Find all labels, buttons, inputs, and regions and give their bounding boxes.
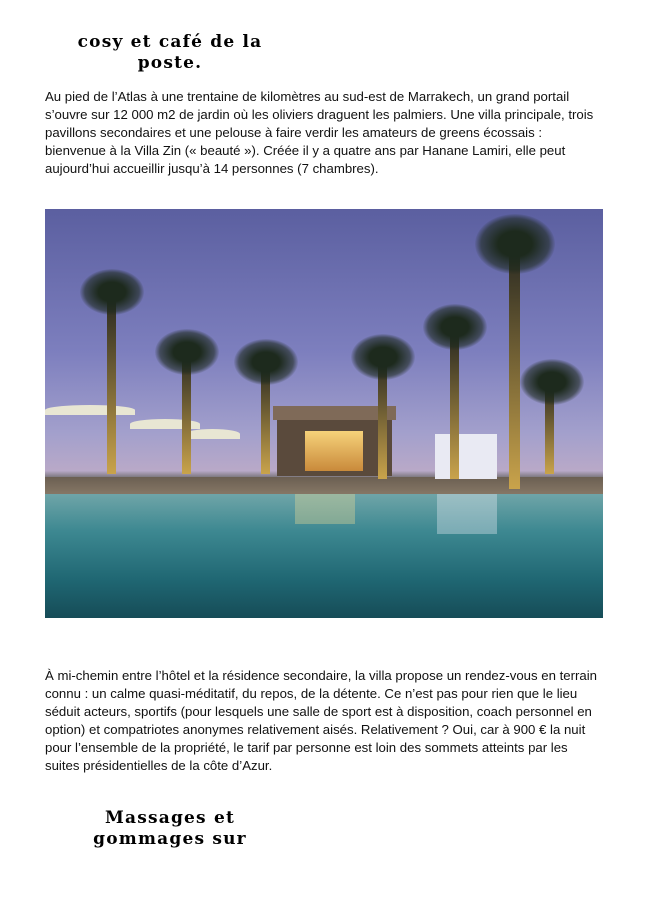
villa-pool-photo bbox=[45, 209, 603, 618]
article-paragraph: À mi-chemin entre l’hôtel et la résidence secondaire, la villa propose un rendez-vous en terrain connu : un calme quasi-méditatif, du repos, de la détente. Ce n’est pas pour rien que le lieu séduit acteurs, sportifs (pour lesquels une salle de sport est à disposition, coach personnel en option) et compatriotes anonymes relativement aisés. Relativement ? Oui, car à 900 € la nuit pour l’ensemble de la propriété, le tarif par personne est loin des sommets atteints par les suites présidentielles de la côte d’Azur. bbox=[45, 668, 597, 773]
umbrella bbox=[185, 429, 240, 439]
villa-house bbox=[277, 406, 392, 476]
section-heading: Massages et gommages sur bbox=[93, 808, 247, 849]
umbrella bbox=[45, 405, 135, 415]
section-heading: cosy et café de la poste. bbox=[77, 32, 263, 73]
pool bbox=[45, 494, 603, 618]
cabana bbox=[435, 434, 497, 479]
article-paragraph: Au pied de l’Atlas à une trentaine de kilomètres au sud-est de Marrakech, un grand portail s’ouvre sur 12 000 m2 de jardin où les oliviers draguent les palmiers. Une villa principale, trois pavillons secondaires et une pelouse à faire verdir les amateurs de greens écossais : bienvenue à la Villa Zin (« beauté »). Créée il y a quatre ans par Hanane Lamiri, elle peut aujourd’hui accueillir jusqu’à 14 personnes (7 chambres). bbox=[45, 89, 594, 176]
